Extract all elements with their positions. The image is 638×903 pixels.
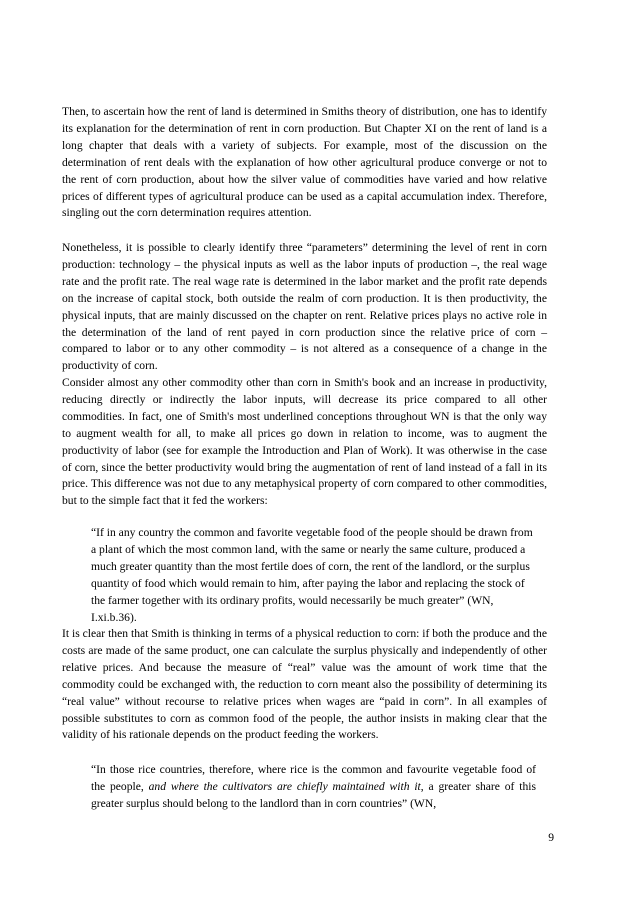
paragraph-1: Then, to ascertain how the rent of land is determined in Smiths theory of distribution, one has to identify its explanation for the determination of rent in corn production. But Chapter XI on the rent of land is a long chapter that deals with a variety of subjects. For example, most of the discussion on the determination of rent deals with the explanation of how other agricultural produce converge or not to the rent of corn production, about how the silver value of commodities have varied and how relative prices of different types of agricultural produce can be used as a capital accumulation index. Therefore, singling out the corn determination requires attention. [62, 105, 547, 220]
paragraph-4: It is clear then that Smith is thinking in terms of a physical reduction to corn: if both the produce and the costs are made of the same product, one can calculate the surplus physically and independently of other relative prices. And because the measure of “real” value was the amount of work time that the commodity could be exchanged with, the reduction to corn meant also the possibility of determining its “real value” without recourse to relative prices when wages are “paid in corn”. In all examples of possible substitutes to corn as common food of the people, the author insists in making clear that the validity of his rationale depends on the product feeding the workers. [62, 627, 547, 742]
block-quote-2 [91, 762, 536, 813]
paragraph-2: Nonetheless, it is possible to clearly identify three “parameters” determining the level of rent in corn production: technology – the physical inputs as well as the labor inputs of production –, the real wage rate and the profit rate. The real wage rate is determined in the labor market and the profit rate depends on the increase of capital stock, both outside the realm of corn production. It is then productivity, the physical inputs, that are mainly discussed on the chapter on rent. Relative prices plays no active role in the determination of the land of rent payed in corn production since the relative price of corn – compared to labor or to any other commodity – is not altered as a consequence of a change in the productivity of corn. [62, 241, 547, 373]
quote-2-text-before: “In those rice countries, therefore, where rice is the common and favourite vegetable food of the people, [91, 763, 536, 793]
quote-2-italic-text: and where the cultivators are chiefly maintained with it [148, 779, 421, 793]
paragraph-3: Consider almost any other commodity other than corn in Smith's book and an increase in productivity, reducing directly or indirectly the labor inputs, will decrease its price compared to all other commodities. In fact, one of Smith's most underlined conceptions throughout WN is that the only way to augment wealth for all, to make all prices go down in relation to income, was to augment the productivity of labor (see for example the Introduction and Plan of Work). It was otherwise in the case of corn, since the better productivity would bring the augmentation of rent of land instead of a fall in its price. This difference was not due to any metaphysical property of corn compared to other commodities, but to the simple fact that it fed the workers: [62, 376, 547, 508]
block-quote-1: “If in any country the common and favorite vegetable food of the people should be drawn from a plant of which the most common land, with the same or nearly the same culture, produced a much greater quantity than the most fertile does of corn, the rent of the landlord, or the surplus quantity of food which would remain to him, after paying the labor and replacing the stock of the farmer together with its ordinary profits, would necessarily be much greater” (WN, I.xi.b.36). [91, 526, 533, 624]
quote-2-text-after: , a greater share of this greater surplus should belong to the landlord than in corn countries” (WN, [91, 779, 536, 810]
page-number: 9 [548, 831, 554, 844]
